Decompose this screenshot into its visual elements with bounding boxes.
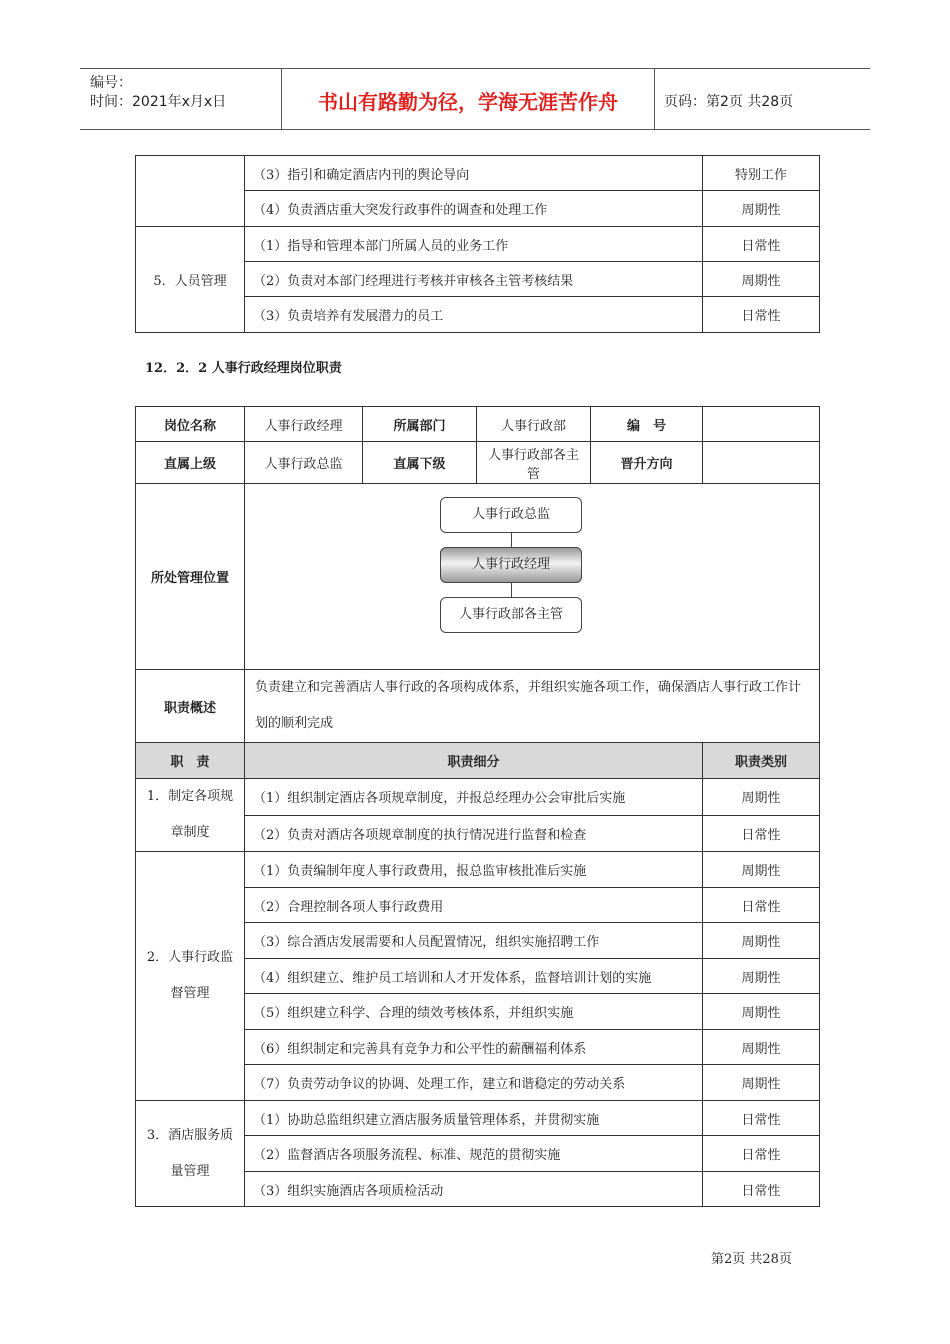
duty-detail: （4）负责酒店重大突发行政事件的调查和处理工作 xyxy=(245,191,703,227)
header-number: 编号： xyxy=(90,75,132,91)
duty-detail: （1）协助总监组织建立酒店服务质量管理体系，并贯彻实施 xyxy=(245,1101,703,1136)
duty-group-personnel: 5．人员管理 xyxy=(136,227,245,333)
duty-type: 周期性 xyxy=(703,959,820,994)
duty-detail: （5）组织建立科学、合理的绩效考核体系，并组织实施 xyxy=(245,994,703,1030)
promotion-label: 晋升方向 xyxy=(591,442,703,484)
duty-type: 日常性 xyxy=(703,1136,820,1172)
duty-detail: （2）负责对本部门经理进行考核并审核各主管考核结果 xyxy=(245,262,703,297)
org-node-supervisors: 人事行政部各主管 xyxy=(440,597,582,633)
duty-type: 日常性 xyxy=(703,888,820,923)
duty-detail: （3）组织实施酒店各项质检活动 xyxy=(245,1172,703,1207)
duty-detail: （2）负责对酒店各项规章制度的执行情况进行监督和检查 xyxy=(245,815,703,852)
duty-type: 日常性 xyxy=(703,1101,820,1136)
duty-detail: （4）组织建立、维护员工培训和人才开发体系，监督培训计划的实施 xyxy=(245,959,703,994)
org-chart-cell xyxy=(245,484,820,670)
dept-value: 人事行政部 xyxy=(477,407,591,442)
detail-header: 职责细分 xyxy=(245,743,703,779)
number-label: 编 号 xyxy=(591,407,703,442)
dept-label: 所属部门 xyxy=(363,407,477,442)
duties-header-row xyxy=(136,743,820,779)
table-row xyxy=(136,1101,820,1136)
duty-type: 周期性 xyxy=(703,994,820,1030)
page-header xyxy=(80,68,870,130)
duty-header: 职 责 xyxy=(136,743,245,779)
summary-label: 职责概述 xyxy=(136,670,245,743)
duty-detail: （3）指引和确定酒店内刊的舆论导向 xyxy=(245,156,703,191)
header-divider xyxy=(654,69,655,129)
post-name-label: 岗位名称 xyxy=(136,407,245,442)
duty-type: 周期性 xyxy=(703,923,820,959)
duty-type: 周期性 xyxy=(703,191,820,227)
duty-detail: （1）组织制定酒店各项规章制度，并报总经理办公会审批后实施 xyxy=(245,779,703,816)
post-name-value: 人事行政经理 xyxy=(245,407,363,442)
superior-label: 直属上级 xyxy=(136,442,245,484)
duty-detail: （2）监督酒店各项服务流程、标准、规范的贯彻实施 xyxy=(245,1136,703,1172)
subordinate-value: 人事行政部各主管 xyxy=(477,442,591,484)
table-row xyxy=(136,852,820,888)
header-time: 时间：2021年x月x日 xyxy=(90,94,227,110)
duty-type: 日常性 xyxy=(703,227,820,262)
type-header: 职责类别 xyxy=(703,743,820,779)
promotion-value xyxy=(703,442,820,484)
duty-type: 周期性 xyxy=(703,1065,820,1101)
org-node-manager: 人事行政经理 xyxy=(440,547,582,583)
duty-type: 日常性 xyxy=(703,1172,820,1207)
duty-detail: （3）负责培养有发展潜力的员工 xyxy=(245,297,703,333)
duty-type: 日常性 xyxy=(703,815,820,852)
org-node-director: 人事行政总监 xyxy=(440,497,582,533)
table-row xyxy=(136,670,820,743)
table-row xyxy=(136,227,820,262)
duty-detail: （7）负责劳动争议的协调、处理工作，建立和谐稳定的劳动关系 xyxy=(245,1065,703,1101)
duty-type: 周期性 xyxy=(703,262,820,297)
page-footer: 第2页 共28页 xyxy=(711,1252,792,1267)
org-chart xyxy=(245,487,819,667)
table-row xyxy=(136,442,820,484)
duty-detail: （2）合理控制各项人事行政费用 xyxy=(245,888,703,923)
table-row xyxy=(136,156,820,191)
duty-detail: （6）组织制定和完善具有竞争力和公平性的薪酬福利体系 xyxy=(245,1030,703,1065)
duty-detail: （1）指导和管理本部门所属人员的业务工作 xyxy=(245,227,703,262)
duty-type: 周期性 xyxy=(703,852,820,888)
summary-text: 负责建立和完善酒店人事行政的各项构成体系，并组织实施各项工作，确保酒店人事行政工作计划的顺利完成 xyxy=(245,670,820,743)
duty-group-cell xyxy=(136,156,245,227)
duty-detail: （3）综合酒店发展需要和人员配置情况，组织实施招聘工作 xyxy=(245,923,703,959)
header-motto: 书山有路勤为径，学海无涯苦作舟 xyxy=(318,90,618,114)
duty-type: 日常性 xyxy=(703,297,820,333)
top-duty-table xyxy=(135,155,820,333)
table-row xyxy=(136,779,820,816)
superior-value: 人事行政总监 xyxy=(245,442,363,484)
header-page-number: 页码：第2页 共28页 xyxy=(664,94,794,110)
duty-group-rules: 1．制定各项规章制度 xyxy=(136,779,245,852)
subordinate-label: 直属下级 xyxy=(363,442,477,484)
section-title: 12．2．2 人事行政经理岗位职责 xyxy=(145,361,342,376)
position-label: 所处管理位置 xyxy=(136,484,245,670)
duty-detail: （1）负责编制年度人事行政费用，报总监审核批准后实施 xyxy=(245,852,703,888)
table-row xyxy=(136,407,820,442)
org-connector xyxy=(511,583,512,597)
duty-group-quality: 3．酒店服务质量管理 xyxy=(136,1101,245,1207)
job-description-table xyxy=(135,406,820,1207)
duty-type: 周期性 xyxy=(703,779,820,816)
duty-type: 特别工作 xyxy=(703,156,820,191)
table-row xyxy=(136,484,820,670)
org-connector xyxy=(511,533,512,547)
duty-group-supervision: 2．人事行政监督管理 xyxy=(136,852,245,1101)
number-value xyxy=(703,407,820,442)
duty-type: 周期性 xyxy=(703,1030,820,1065)
